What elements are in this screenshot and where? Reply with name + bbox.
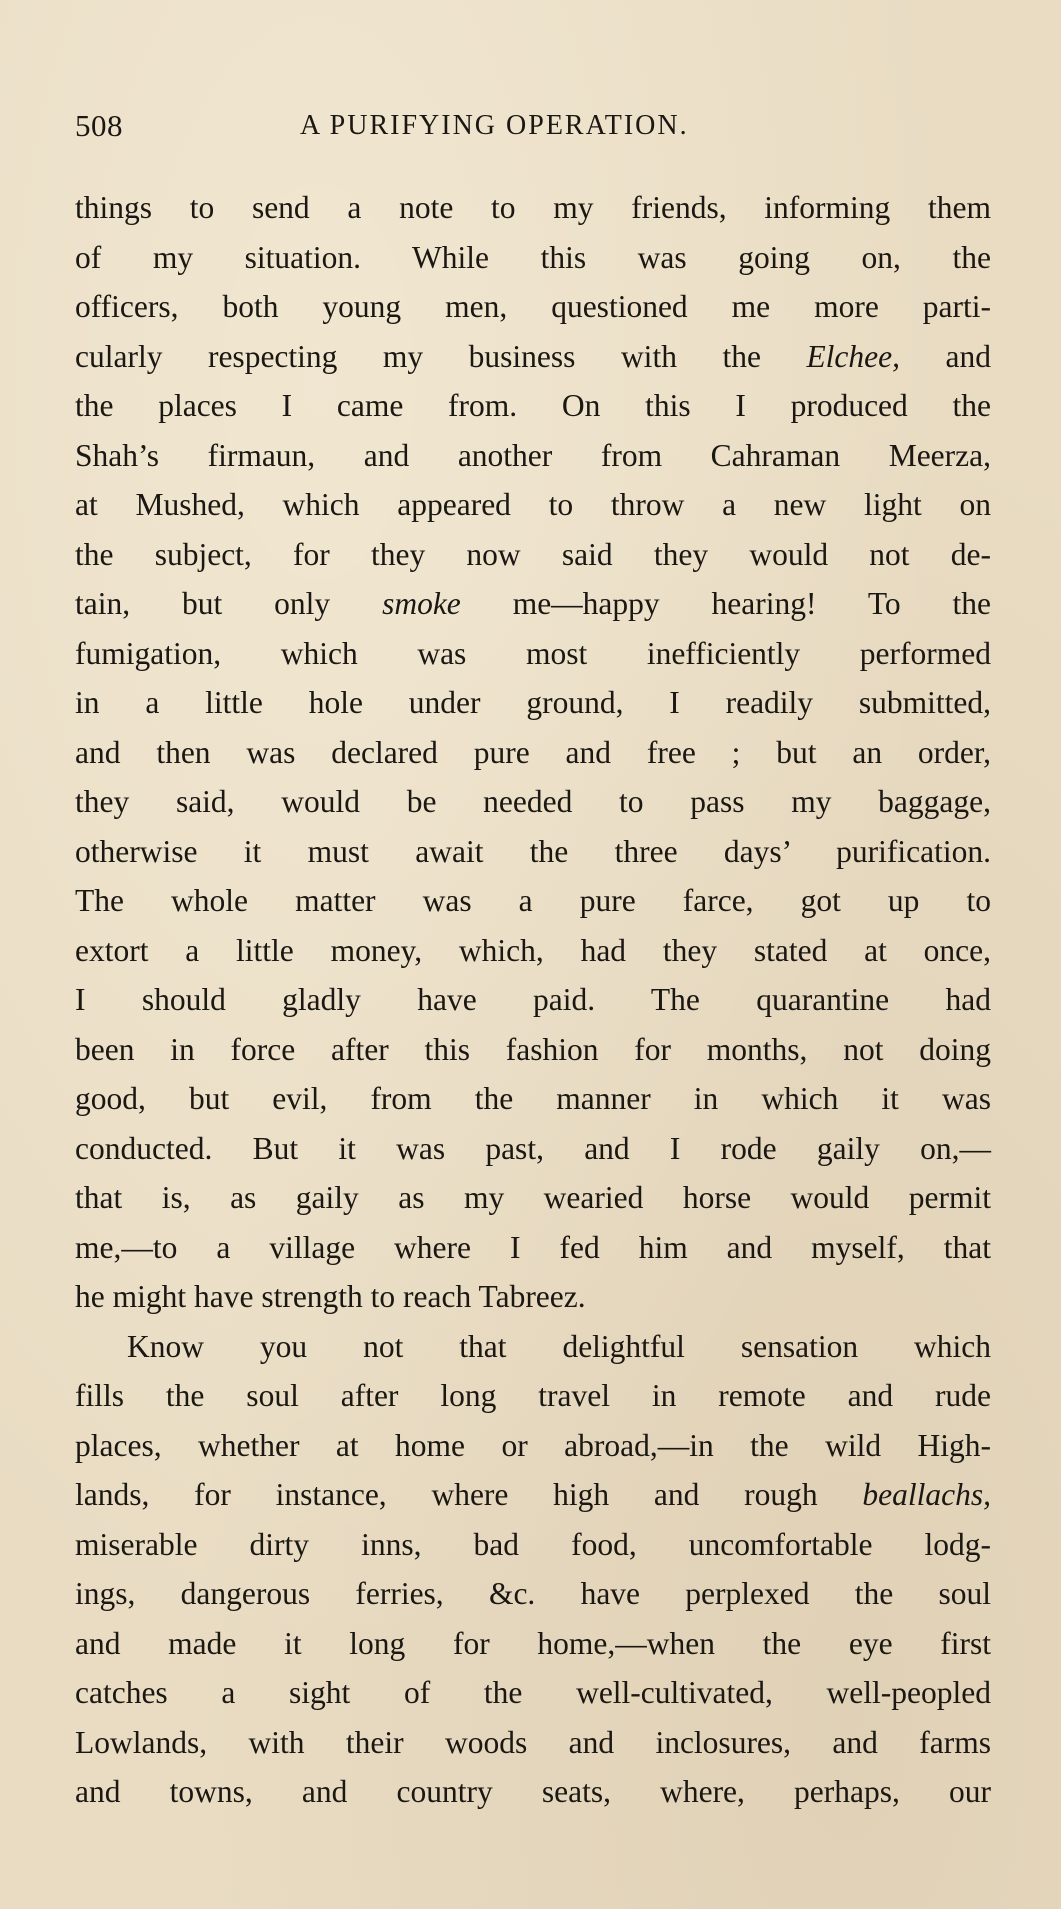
italic-word: smoke [382, 586, 461, 621]
text-line: good, but evil, from the manner in which it was [75, 1081, 991, 1116]
italic-word: beallachs, [862, 1477, 991, 1512]
text-run: me—happy hearing! To the [460, 586, 991, 621]
text-line: ings, dangerous ferries, &c. have perplexed the soul [75, 1576, 991, 1611]
text-line: fills the soul after long travel in remote and rude [75, 1378, 991, 1413]
text-line: been in force after this fashion for months, not doing [75, 1031, 991, 1067]
text-run: cularly respecting my business with the [75, 338, 807, 374]
text-line: officers, both young men, questioned me more parti- [75, 289, 991, 324]
text-line: they said, would be needed to pass my baggage, [75, 784, 991, 819]
text-line: Lowlands, with their woods and inclosures, and farms [75, 1724, 991, 1760]
text-line: miserable dirty inns, bad food, uncomfortable lodg- [75, 1526, 991, 1562]
text-line: the subject, for they now said they would not de- [75, 536, 991, 572]
text-line: conducted. But it was past, and I rode gaily on,— [75, 1130, 991, 1166]
text-line: in a little hole under ground, I readily submitted, [75, 685, 991, 720]
text-line: otherwise it must await the three days’ purification. [75, 833, 991, 869]
text-run: tain, but only [75, 586, 383, 621]
text-line: things to send a note to my friends, informing them [75, 190, 991, 225]
text-line: that is, as gaily as my wearied horse would permit [75, 1180, 991, 1215]
page-number: 508 [75, 108, 123, 143]
text-line: at Mushed, which appeared to throw a new light on [75, 487, 991, 522]
running-head: A PURIFYING OPERATION. [300, 110, 689, 141]
page-header [75, 108, 995, 148]
text-line: places, whether at home or abroad,—in the wild High- [75, 1427, 991, 1463]
paragraph-start-line: Know you not that delightful sensation which [127, 1328, 991, 1364]
text-line [75, 579, 991, 629]
text-line: of my situation. While this was going on, the [75, 239, 991, 275]
text-run: and [900, 338, 991, 374]
body-text [75, 183, 991, 1817]
paragraph-end-line: he might have strength to reach Tabreez. [75, 1279, 586, 1314]
text-line: I should gladly have paid. The quarantine had [75, 982, 991, 1017]
text-line: me,—to a village where I fed him and myself, that [75, 1229, 991, 1265]
text-line: and made it long for home,—when the eye first [75, 1625, 991, 1661]
text-line: catches a sight of the well-cultivated, well-peopled [75, 1675, 991, 1710]
text-line: Shah’s firmaun, and another from Cahraman Meerza, [75, 437, 991, 473]
text-line: extort a little money, which, had they stated at once, [75, 932, 991, 968]
text-line: fumigation, which was most inefficiently performed [75, 635, 991, 671]
text-run: lands, for instance, where high and rough [75, 1477, 863, 1512]
text-line: and towns, and country seats, where, perhaps, our [75, 1774, 991, 1809]
text-line: the places I came from. On this I produced the [75, 388, 991, 423]
italic-word: Elchee, [806, 338, 900, 374]
text-line [75, 1470, 991, 1520]
text-line: and then was declared pure and free ; but an order, [75, 734, 991, 770]
text-line [75, 332, 991, 382]
text-line: The whole matter was a pure farce, got up to [75, 883, 991, 918]
